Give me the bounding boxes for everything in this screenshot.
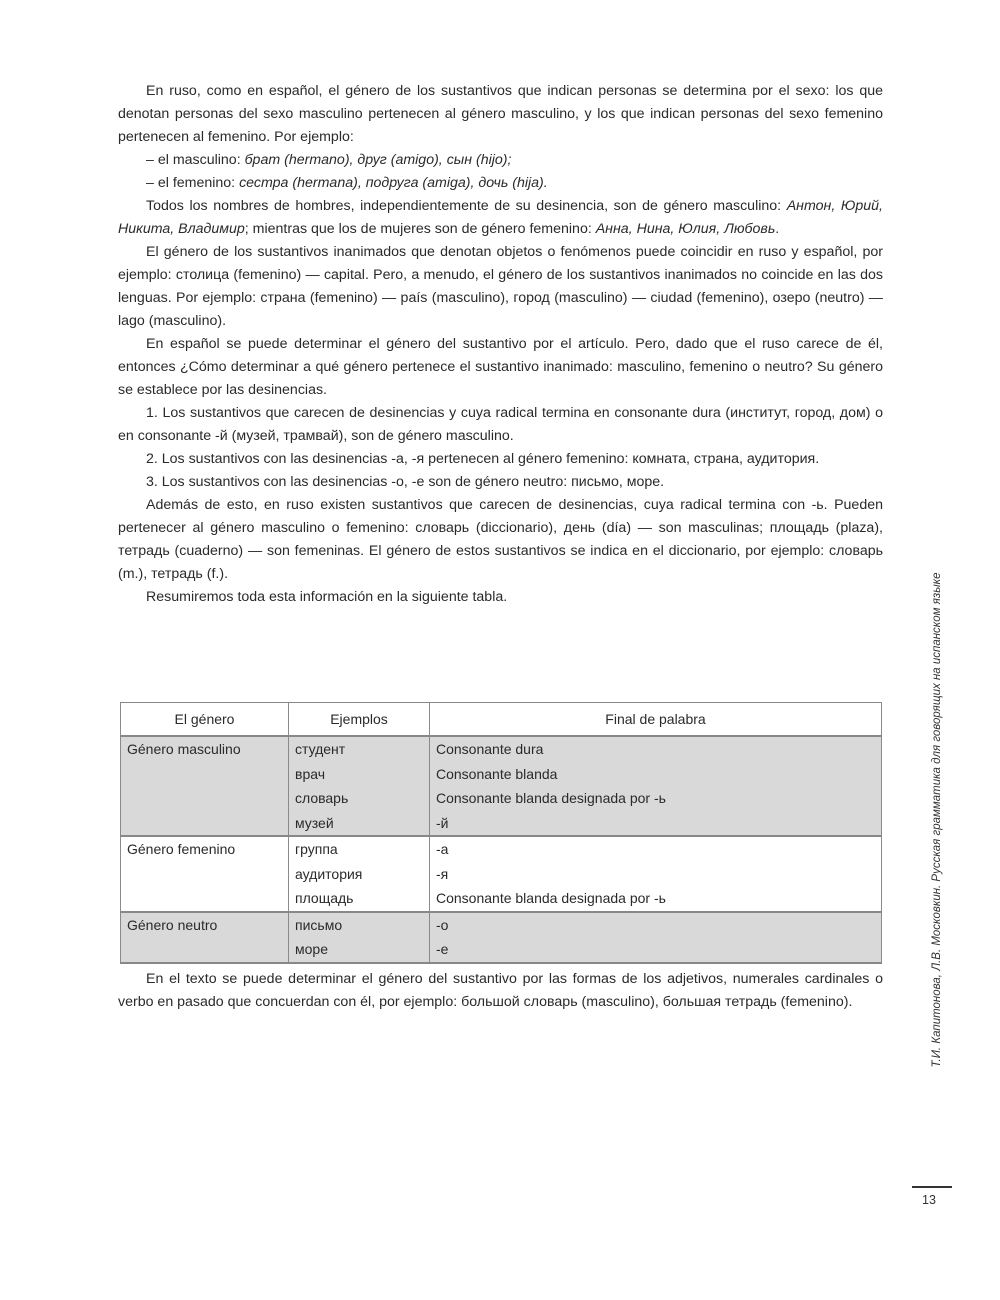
- page-body: [118, 80, 883, 609]
- table-row: [121, 937, 882, 963]
- list-item-masculine: [118, 149, 883, 172]
- table-row: [121, 836, 882, 862]
- paragraph-5: Además de esto, en ruso existen sustantivos que carecen de desinencias, cuya radical termina con -ь. Pueden pertenecer al género masculino o femenino: словарь (diccionario), день (día) — son masculinas; площадь (plaza), тетрадь (cuaderno) — son femeninas. El género de estos sustantivos se indica en el diccionario, por ejemplo: словарь (m.), тетрадь (f.).: [118, 497, 883, 582]
- cell-ejemplo: музей: [289, 811, 430, 837]
- cell-genero: [121, 937, 289, 963]
- cell-ejemplo: студент: [289, 736, 430, 762]
- cell-final: -я: [430, 862, 882, 887]
- paragraph-3: El género de los sustantivos inanimados que denotan objetos o fenómenos puede coincidir en ruso y español, por ejemplo: столица (femenino) — capital. Pero, a menudo, el género de los sustantivos inanimados no coincide en las dos lenguas. Por ejemplo: страна (femenino) — país (masculino), город (masculino) — ciudad (femenino), озеро (neutro) — lago (masculino).: [118, 244, 883, 329]
- list-item-feminine: [118, 172, 883, 195]
- cell-final: Consonante blanda: [430, 762, 882, 787]
- cell-ejemplo: аудитория: [289, 862, 430, 887]
- header-final: Final de palabra: [430, 703, 882, 737]
- cell-ejemplo: врач: [289, 762, 430, 787]
- cell-genero: [121, 862, 289, 887]
- running-title: [922, 470, 952, 1170]
- table-header-row: [121, 703, 882, 737]
- table-row: [121, 811, 882, 837]
- cell-ejemplo: группа: [289, 836, 430, 862]
- cell-final: -е: [430, 937, 882, 963]
- paragraph-1: En ruso, como en español, el género de los sustantivos que indican personas se determina por el sexo: los que denotan personas del sexo masculino pertenecen al género masculino, y los que indican personas del sexo femenino pertenecen al femenino. Por ejemplo:: [118, 83, 883, 145]
- cell-final: Consonante blanda designada por -ь: [430, 886, 882, 912]
- list-label: – el masculino:: [146, 152, 245, 168]
- paragraph-2: [118, 195, 883, 241]
- female-names: Анна, Нина, Юлия, Любовь: [595, 221, 776, 237]
- page-number-rule: [912, 1186, 952, 1188]
- cell-ejemplo: море: [289, 937, 430, 963]
- header-genero: El género: [121, 703, 289, 737]
- cell-genero: Género femenino: [121, 836, 289, 862]
- cell-ejemplo: письмо: [289, 912, 430, 938]
- cell-genero: Género neutro: [121, 912, 289, 938]
- list-examples: сестра (hermana), подруга (amiga), дочь (hija).: [239, 175, 548, 191]
- rule-1: 1. Los sustantivos que carecen de desinencias y cuya radical termina en consonante dura (институт, город, дом) o en consonante -й (музей, трамвай), son de género masculino.: [118, 405, 883, 444]
- cell-genero: [121, 762, 289, 787]
- page-number: 13: [922, 1193, 936, 1207]
- paragraph-4: En español se puede determinar el género del sustantivo por el artículo. Pero, dado que el ruso carece de él, entonces ¿Cómo determinar a qué género pertenece el sustantivo inanimado: masculino, femenino o neutro? Su género se establece por las desinencias.: [118, 336, 883, 398]
- cell-final: Consonante dura: [430, 736, 882, 762]
- cell-genero: Género masculino: [121, 736, 289, 762]
- list-examples: брат (hermano), друг (amigo), сын (hijo);: [244, 152, 512, 168]
- table-row: [121, 736, 882, 762]
- cell-genero: [121, 886, 289, 912]
- table-row: [121, 786, 882, 811]
- cell-final: Consonante blanda designada por -ь: [430, 786, 882, 811]
- cell-final: -а: [430, 836, 882, 862]
- table-row: [121, 762, 882, 787]
- text: .: [775, 221, 780, 237]
- cell-ejemplo: площадь: [289, 886, 430, 912]
- male-names: Антон, Юрий, Никита, Владимир: [118, 198, 883, 237]
- table-row: [121, 862, 882, 887]
- cell-ejemplo: словарь: [289, 786, 430, 811]
- paragraph-7: En el texto se puede determinar el género del sustantivo por las formas de los adjetivos, numerales cardinales o verbo en pasado que concuerdan con él, por ejemplo: большой словарь (masculino), большая тетрадь (femenino).: [118, 971, 883, 1010]
- header-ejemplos: Ejemplos: [289, 703, 430, 737]
- running-title-text: Т.И. Капитонова, Л.В. Московкин. Русская грамматика для говорящих на испанском языке: [931, 572, 943, 1068]
- cell-genero: [121, 786, 289, 811]
- cell-final: -й: [430, 811, 882, 837]
- text: Todos los nombres de hombres, independientemente de su desinencia, son de género masculino:: [146, 198, 787, 214]
- paragraph-6: Resumiremos toda esta información en la siguiente tabla.: [146, 589, 508, 605]
- gender-table: [120, 702, 882, 964]
- cell-genero: [121, 811, 289, 837]
- table-row: [121, 912, 882, 938]
- rule-3: 3. Los sustantivos con las desinencias -о, -е son de género neutro: письмо, море.: [146, 474, 665, 490]
- table-row: [121, 886, 882, 912]
- text: ; mientras que los de mujeres son de género femenino:: [244, 221, 596, 237]
- list-label: – el femenino:: [146, 175, 240, 191]
- cell-final: -о: [430, 912, 882, 938]
- closing-paragraph-wrap: [118, 968, 883, 1014]
- rule-2: 2. Los sustantivos con las desinencias -а, -я pertenecen al género femenino: комната, страна, аудитория.: [146, 451, 820, 467]
